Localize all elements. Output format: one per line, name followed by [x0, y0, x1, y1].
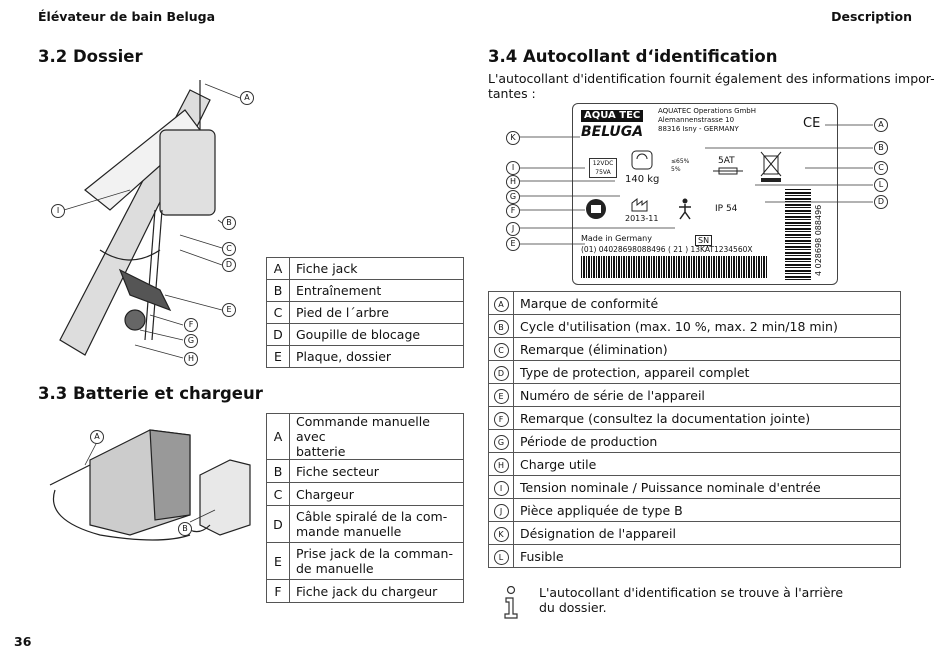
sticker-legend-table — [488, 291, 901, 568]
callout-label: H — [506, 175, 520, 189]
voltage-box: 12VDC 75VA — [589, 158, 617, 178]
row-key: B — [267, 280, 290, 302]
max-load: 140 kg — [625, 174, 660, 185]
callout-label: C — [222, 242, 236, 256]
row-label: Câble spiralé de la com- mande manuelle — [290, 506, 464, 543]
fuse-rating: 5AT — [718, 156, 735, 166]
row-label: Goupille de blocage — [290, 324, 464, 346]
row-key: F — [489, 407, 514, 430]
ean-number: 4 028698 088496 — [814, 204, 823, 276]
row-key: A — [267, 258, 290, 280]
row-label: Pièce appliquée de type B — [514, 499, 901, 522]
row-key: C — [489, 338, 514, 361]
row-label: Fusible — [514, 545, 901, 568]
row-label: Fiche jack — [290, 258, 464, 280]
row-label: Chargeur — [290, 483, 464, 506]
row-label: Cycle d'utilisation (max. 10 %, max. 2 min/18 min) — [514, 315, 901, 338]
row-key: E — [267, 543, 290, 580]
callout-label: E — [222, 303, 236, 317]
row-key: B — [267, 460, 290, 483]
product-name: BELUGA — [581, 124, 644, 140]
row-label: Tension nominale / Puissance nominale d'entrée — [514, 476, 901, 499]
ce-mark: CE — [803, 116, 821, 131]
row-label: Désignation de l'appareil — [514, 522, 901, 545]
production-date: 2013-11 — [625, 214, 659, 223]
callout-label: I — [51, 204, 65, 218]
running-header-left: Élévateur de bain Beluga — [38, 9, 216, 24]
duty-cycle: ≤65% 5% — [671, 158, 690, 173]
row-key: D — [489, 361, 514, 384]
section-3-4-title: 3.4 Autocollant d‘identification — [488, 47, 778, 66]
serial-number: (01) 04028698088496 ( 21 ) 13KAT1234560X — [581, 245, 753, 254]
page-number: 36 — [14, 634, 32, 649]
row-label: Prise jack de la comman- de manuelle — [290, 543, 464, 580]
manufacturer-address: AQUATEC Operations GmbH Alemannenstrasse 10 88316 Isny - GERMANY — [658, 107, 757, 133]
callout-label: B — [222, 216, 236, 230]
row-key: A — [267, 414, 290, 460]
row-key: K — [489, 522, 514, 545]
row-label: Fiche jack du chargeur — [290, 580, 464, 603]
row-key: I — [489, 476, 514, 499]
row-key: F — [267, 580, 290, 603]
callout-label: B — [874, 141, 888, 155]
info-note: L'autocollant d'identification se trouve à l'arrière du dossier. — [539, 585, 844, 615]
callout-label: A — [240, 91, 254, 105]
callout-label: J — [506, 222, 520, 236]
section-3-3-title: 3.3 Batterie et chargeur — [38, 384, 263, 403]
callout-label: G — [184, 334, 198, 348]
callout-label: F — [184, 318, 198, 332]
row-label: Commande manuelle avec batterie — [290, 414, 464, 460]
ip-rating: IP 54 — [715, 204, 738, 214]
callout-label: G — [506, 190, 520, 204]
row-label: Type de protection, appareil complet — [514, 361, 901, 384]
callout-label: C — [874, 161, 888, 175]
info-icon — [500, 586, 522, 620]
row-key: E — [489, 384, 514, 407]
backrest-parts-table — [266, 257, 464, 368]
callout-label: I — [506, 161, 520, 175]
callout-label: H — [184, 352, 198, 366]
callout-label: B — [178, 522, 192, 536]
row-label: Période de production — [514, 430, 901, 453]
running-header-right: Description — [831, 9, 912, 24]
row-key: G — [489, 430, 514, 453]
row-label: Charge utile — [514, 453, 901, 476]
row-label: Pied de l´arbre — [290, 302, 464, 324]
callout-label: A — [90, 430, 104, 444]
row-label: Remarque (élimination) — [514, 338, 901, 361]
row-label: Numéro de série de l'appareil — [514, 384, 901, 407]
made-in: Made in Germany — [581, 234, 652, 243]
callout-label: K — [506, 131, 520, 145]
row-label: Fiche secteur — [290, 460, 464, 483]
callout-label: L — [874, 178, 888, 192]
row-key: L — [489, 545, 514, 568]
row-label: Entraînement — [290, 280, 464, 302]
section-3-2-title: 3.2 Dossier — [38, 47, 143, 66]
callout-label: D — [874, 195, 888, 209]
row-label: Remarque (consultez la documentation jointe) — [514, 407, 901, 430]
battery-parts-table — [266, 413, 464, 603]
callout-label: A — [874, 118, 888, 132]
row-label: Marque de conformité — [514, 292, 901, 315]
row-key: H — [489, 453, 514, 476]
row-label: Plaque, dossier — [290, 346, 464, 368]
brand-logo: AQUA TEC — [581, 110, 643, 122]
row-key: D — [267, 506, 290, 543]
battery-charger-illustration — [40, 420, 260, 550]
row-key: C — [267, 302, 290, 324]
intro-text: L'autocollant d'identification fournit également des informations impor- tantes : — [488, 71, 935, 101]
row-key: B — [489, 315, 514, 338]
callout-lines — [505, 110, 895, 260]
callout-label: D — [222, 258, 236, 272]
row-key: D — [267, 324, 290, 346]
row-key: E — [267, 346, 290, 368]
row-key: A — [489, 292, 514, 315]
callout-label: F — [506, 204, 520, 218]
row-key: J — [489, 499, 514, 522]
sn-label: SN — [695, 235, 712, 246]
row-key: C — [267, 483, 290, 506]
callout-label: E — [506, 237, 520, 251]
